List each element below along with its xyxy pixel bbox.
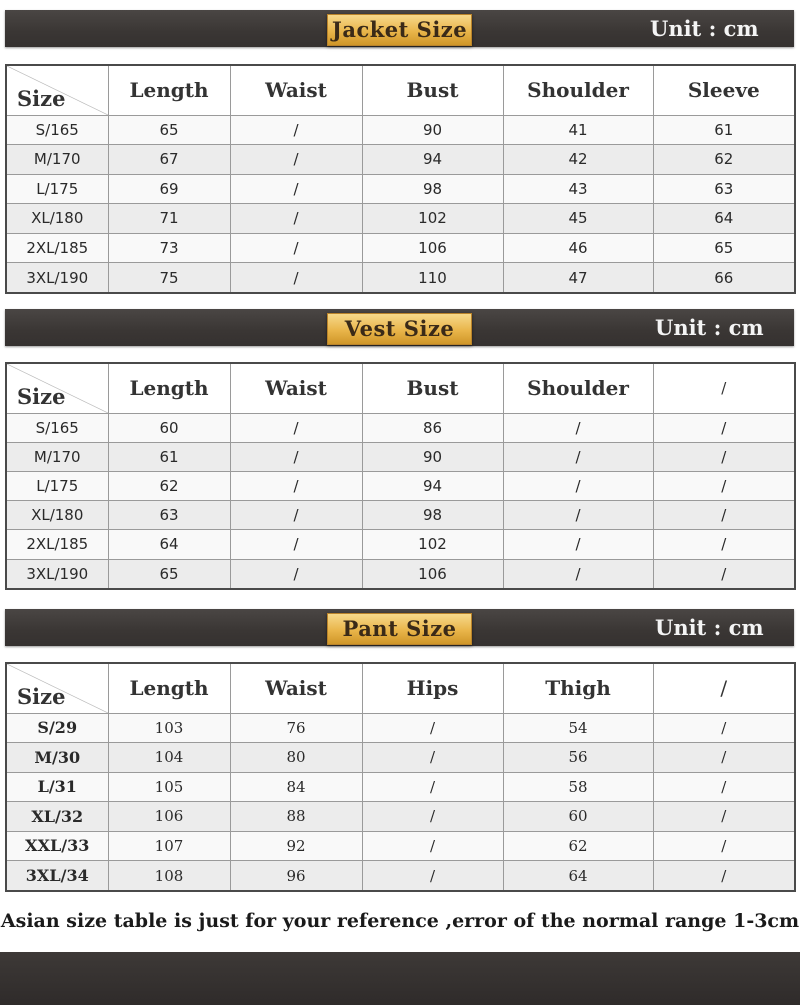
table-row: [6, 233, 795, 263]
table-cell: 94: [362, 145, 503, 175]
table-cell: /: [230, 501, 362, 530]
table-row: [6, 501, 795, 530]
table-cell: /: [230, 233, 362, 263]
pant-col-header: Waist: [230, 663, 362, 713]
table-cell: /: [653, 713, 795, 743]
table-cell: 76: [230, 713, 362, 743]
table-cell: 107: [108, 831, 230, 861]
vest-col-header: Bust: [362, 363, 503, 413]
table-cell: 41: [503, 115, 653, 145]
jacket-unit: Unit : cm: [650, 16, 759, 41]
table-cell: /: [230, 174, 362, 204]
table-cell: 64: [503, 861, 653, 891]
pant-col-header: Hips: [362, 663, 503, 713]
table-cell: 73: [108, 233, 230, 263]
size-cell: XXL/33: [6, 831, 108, 861]
table-cell: /: [230, 263, 362, 293]
table-cell: 108: [108, 861, 230, 891]
jacket-size-header: Size: [6, 65, 108, 115]
vest-col-header: Waist: [230, 363, 362, 413]
table-cell: 96: [230, 861, 362, 891]
size-cell: 2XL/185: [6, 530, 108, 559]
pant-unit: Unit : cm: [655, 615, 764, 640]
table-cell: 106: [362, 559, 503, 589]
vest-size-header: Size: [6, 363, 108, 413]
table-cell: /: [230, 204, 362, 234]
table-cell: /: [362, 772, 503, 802]
size-cell: L/175: [6, 471, 108, 500]
table-cell: /: [230, 559, 362, 589]
jacket-col-header: Length: [108, 65, 230, 115]
jacket-col-header: Sleeve: [653, 65, 795, 115]
table-cell: /: [503, 501, 653, 530]
table-row: [6, 263, 795, 293]
table-row: [6, 145, 795, 175]
vest-unit: Unit : cm: [655, 315, 764, 340]
table-row: [6, 743, 795, 773]
size-cell: 2XL/185: [6, 233, 108, 263]
table-row: [6, 802, 795, 832]
table-cell: /: [653, 831, 795, 861]
table-cell: /: [653, 802, 795, 832]
table-cell: 64: [108, 530, 230, 559]
table-cell: 86: [362, 413, 503, 442]
pant-title: Pant Size: [327, 613, 472, 645]
table-cell: /: [653, 772, 795, 802]
size-cell: XL/180: [6, 501, 108, 530]
table-cell: 104: [108, 743, 230, 773]
table-cell: /: [503, 530, 653, 559]
table-row: [6, 471, 795, 500]
table-cell: 65: [653, 233, 795, 263]
size-cell: M/170: [6, 442, 108, 471]
pant-col-header: /: [653, 663, 795, 713]
size-cell: M/30: [6, 743, 108, 773]
vest-col-header: /: [653, 363, 795, 413]
table-cell: 106: [362, 233, 503, 263]
table-row: [6, 861, 795, 891]
vest-title: Vest Size: [327, 313, 472, 345]
table-cell: 69: [108, 174, 230, 204]
table-cell: 103: [108, 713, 230, 743]
table-cell: 105: [108, 772, 230, 802]
table-cell: 80: [230, 743, 362, 773]
table-row: [6, 713, 795, 743]
vest-header-row: [6, 363, 795, 413]
jacket-header-bar: [5, 10, 794, 47]
table-cell: 62: [653, 145, 795, 175]
table-cell: /: [230, 145, 362, 175]
table-row: [6, 115, 795, 145]
table-cell: /: [653, 743, 795, 773]
table-cell: 98: [362, 501, 503, 530]
size-disclaimer: Asian size table is just for your reference ,error of the normal range 1-3cm: [0, 910, 800, 932]
jacket-size-table: [5, 64, 796, 294]
table-row: [6, 413, 795, 442]
table-row: [6, 204, 795, 234]
table-cell: 67: [108, 145, 230, 175]
table-cell: /: [230, 530, 362, 559]
table-cell: /: [503, 413, 653, 442]
table-cell: /: [230, 413, 362, 442]
table-cell: 102: [362, 204, 503, 234]
pant-col-header: Thigh: [503, 663, 653, 713]
table-cell: /: [653, 442, 795, 471]
table-row: [6, 174, 795, 204]
table-cell: /: [362, 743, 503, 773]
table-cell: 60: [503, 802, 653, 832]
jacket-col-header: Bust: [362, 65, 503, 115]
table-cell: 46: [503, 233, 653, 263]
size-cell: XL/180: [6, 204, 108, 234]
pant-header-row: [6, 663, 795, 713]
table-row: [6, 772, 795, 802]
table-cell: 65: [108, 559, 230, 589]
table-cell: /: [503, 471, 653, 500]
table-row: [6, 559, 795, 589]
table-cell: /: [362, 713, 503, 743]
size-cell: L/31: [6, 772, 108, 802]
jacket-header-row: [6, 65, 795, 115]
jacket-title: Jacket Size: [327, 14, 472, 46]
table-cell: 71: [108, 204, 230, 234]
table-cell: 84: [230, 772, 362, 802]
size-cell: 3XL/190: [6, 559, 108, 589]
table-cell: /: [653, 413, 795, 442]
size-cell: S/29: [6, 713, 108, 743]
size-cell: 3XL/34: [6, 861, 108, 891]
table-row: [6, 831, 795, 861]
table-cell: 54: [503, 713, 653, 743]
jacket-col-header: Shoulder: [503, 65, 653, 115]
vest-size-table: [5, 362, 796, 590]
pant-size-table: [5, 662, 796, 892]
table-cell: 42: [503, 145, 653, 175]
table-cell: /: [362, 831, 503, 861]
table-cell: 56: [503, 743, 653, 773]
table-cell: /: [503, 442, 653, 471]
table-cell: 61: [653, 115, 795, 145]
size-cell: L/175: [6, 174, 108, 204]
table-cell: 43: [503, 174, 653, 204]
table-cell: /: [653, 559, 795, 589]
vest-header-bar: [5, 309, 794, 346]
table-cell: /: [653, 471, 795, 500]
table-cell: /: [230, 115, 362, 145]
pant-header-bar: [5, 609, 794, 646]
table-cell: 60: [108, 413, 230, 442]
table-row: [6, 530, 795, 559]
table-cell: 98: [362, 174, 503, 204]
table-cell: 92: [230, 831, 362, 861]
table-cell: 90: [362, 442, 503, 471]
table-cell: 47: [503, 263, 653, 293]
table-cell: 66: [653, 263, 795, 293]
table-cell: 63: [653, 174, 795, 204]
pant-size-header: Size: [6, 663, 108, 713]
size-cell: M/170: [6, 145, 108, 175]
table-cell: /: [653, 861, 795, 891]
size-cell: S/165: [6, 115, 108, 145]
table-cell: 88: [230, 802, 362, 832]
table-cell: /: [653, 530, 795, 559]
size-cell: XL/32: [6, 802, 108, 832]
vest-col-header: Shoulder: [503, 363, 653, 413]
pant-col-header: Length: [108, 663, 230, 713]
table-cell: 75: [108, 263, 230, 293]
table-cell: 61: [108, 442, 230, 471]
table-cell: /: [362, 802, 503, 832]
table-row: [6, 442, 795, 471]
size-cell: S/165: [6, 413, 108, 442]
table-cell: 94: [362, 471, 503, 500]
table-cell: 62: [108, 471, 230, 500]
table-cell: 58: [503, 772, 653, 802]
vest-col-header: Length: [108, 363, 230, 413]
table-cell: /: [503, 559, 653, 589]
table-cell: 102: [362, 530, 503, 559]
table-cell: 63: [108, 501, 230, 530]
table-cell: 62: [503, 831, 653, 861]
bottom-bar: [0, 952, 800, 1005]
table-cell: /: [653, 501, 795, 530]
table-cell: 106: [108, 802, 230, 832]
table-cell: 45: [503, 204, 653, 234]
table-cell: /: [362, 861, 503, 891]
jacket-col-header: Waist: [230, 65, 362, 115]
table-cell: 90: [362, 115, 503, 145]
size-cell: 3XL/190: [6, 263, 108, 293]
table-cell: 64: [653, 204, 795, 234]
table-cell: 65: [108, 115, 230, 145]
table-cell: 110: [362, 263, 503, 293]
table-cell: /: [230, 442, 362, 471]
table-cell: /: [230, 471, 362, 500]
